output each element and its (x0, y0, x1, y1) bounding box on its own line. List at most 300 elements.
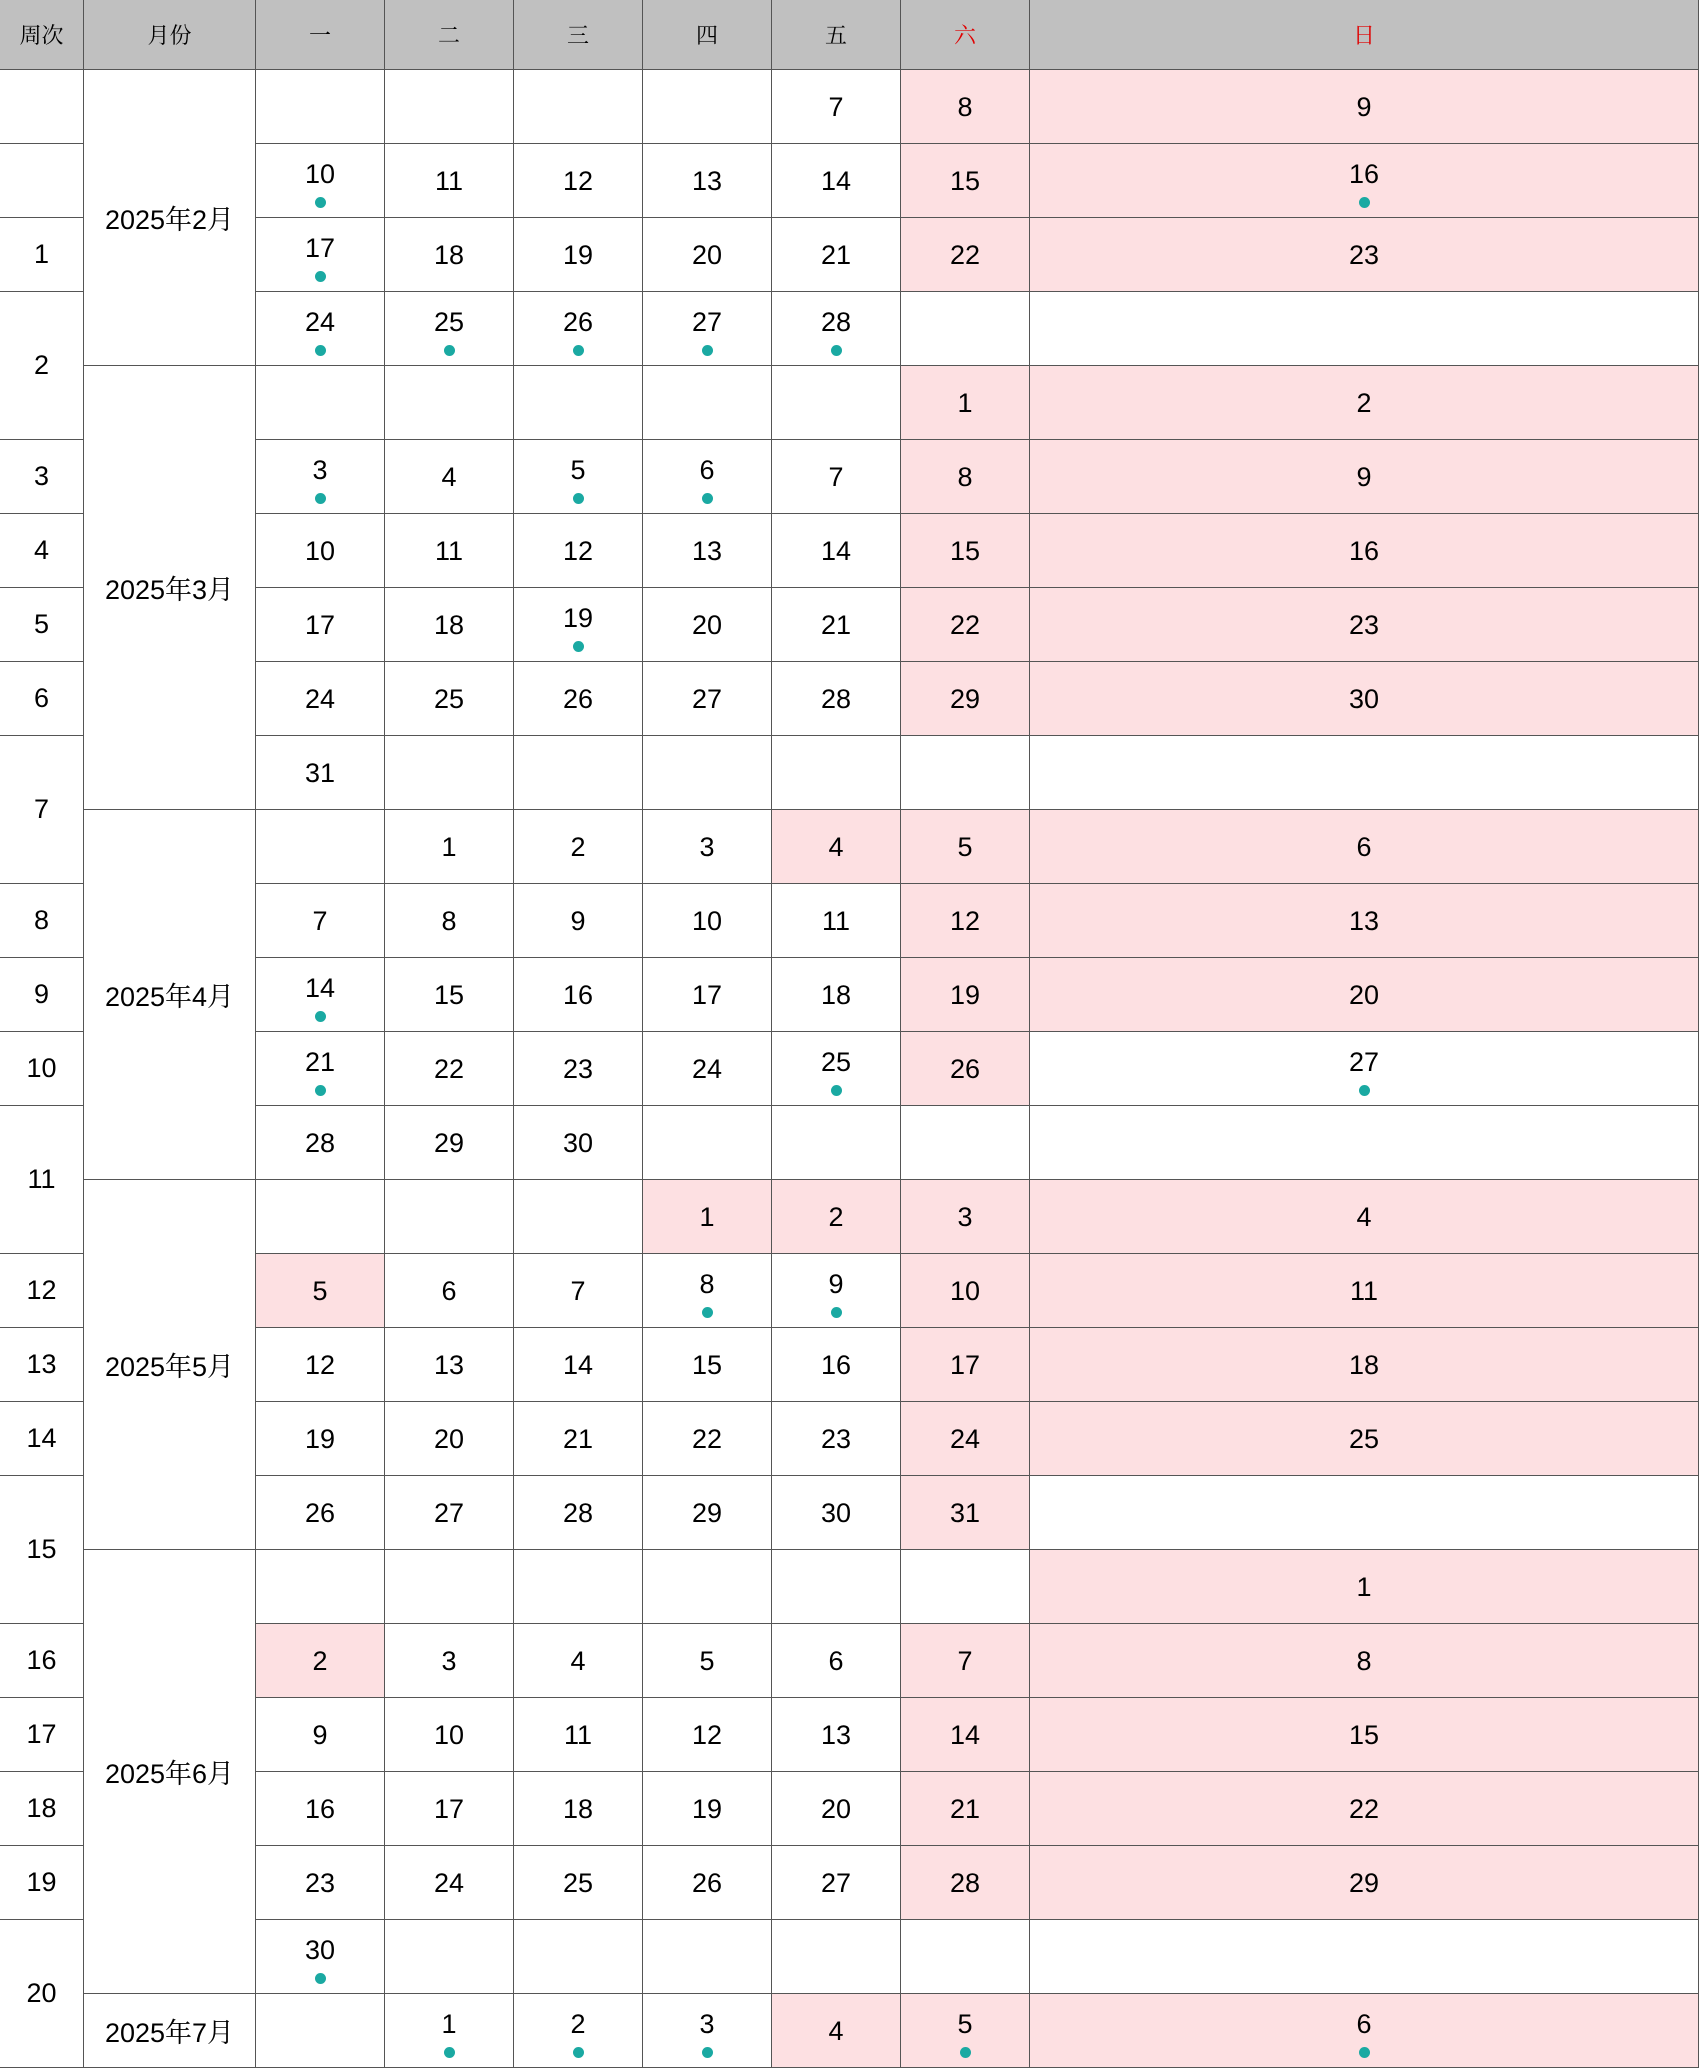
day-number: 16 (820, 1349, 852, 1380)
week-cell (0, 662, 84, 736)
day-cell-holiday (1030, 588, 1699, 662)
event-dot-icon (444, 345, 455, 356)
day-cell (643, 884, 772, 958)
day-cell-holiday (1030, 144, 1699, 218)
day-cell (643, 662, 772, 736)
day-cell (256, 1032, 385, 1106)
week-cell (0, 1846, 84, 1920)
day-cell (385, 884, 514, 958)
day-cell (772, 958, 901, 1032)
day-number: 13 (1348, 905, 1380, 936)
day-number: 27 (1348, 1047, 1380, 1077)
day-cell-holiday (901, 1476, 1030, 1550)
day-cell (643, 70, 772, 144)
day-number: 20 (433, 1423, 465, 1454)
day-cell (385, 1180, 514, 1254)
day-number: 5 (570, 455, 586, 485)
day-cell (514, 884, 643, 958)
day-number: 7 (828, 91, 844, 122)
day-number: 15 (949, 165, 981, 196)
day-cell (256, 958, 385, 1032)
header-day-label: 六 (953, 23, 976, 48)
day-cell (385, 1920, 514, 1994)
day-number: 25 (562, 1867, 594, 1898)
day-number: 12 (562, 535, 594, 566)
day-cell (772, 292, 901, 366)
day-cell-holiday (1030, 810, 1699, 884)
day-number: 27 (820, 1867, 852, 1898)
week-number: 17 (26, 1719, 57, 1749)
day-number: 16 (304, 1793, 336, 1824)
day-cell (514, 736, 643, 810)
day-number: 2 (312, 1645, 328, 1676)
header-day-fri (772, 0, 901, 70)
day-cell (514, 588, 643, 662)
day-cell (772, 662, 901, 736)
day-cell-holiday (1030, 366, 1699, 440)
header-day-thu (643, 0, 772, 70)
day-cell (643, 514, 772, 588)
day-cell (514, 1846, 643, 1920)
day-cell (256, 218, 385, 292)
day-number: 30 (562, 1127, 594, 1158)
day-cell (772, 1920, 901, 1994)
header-day-sat (901, 0, 1030, 70)
day-number: 29 (949, 683, 981, 714)
day-cell (643, 1106, 772, 1180)
day-cell (643, 366, 772, 440)
day-cell (385, 1032, 514, 1106)
day-number: 10 (433, 1719, 465, 1750)
event-dot-icon (573, 345, 584, 356)
day-number: 4 (1356, 1201, 1372, 1232)
day-number: 21 (820, 609, 852, 640)
day-number: 4 (828, 2015, 844, 2046)
month-label: 2025年7月 (104, 2018, 235, 2048)
day-cell (514, 1032, 643, 1106)
day-cell (1030, 1106, 1699, 1180)
day-cell (256, 1180, 385, 1254)
day-cell (514, 1994, 643, 2068)
day-number: 11 (434, 165, 464, 196)
month-label: 2025年2月 (104, 205, 235, 235)
day-number: 17 (304, 609, 336, 640)
event-dot-icon (702, 1307, 713, 1318)
week-number: 14 (26, 1423, 57, 1453)
day-number: 29 (433, 1127, 465, 1158)
day-cell (385, 70, 514, 144)
day-cell (514, 218, 643, 292)
day-number: 30 (1348, 683, 1380, 714)
day-cell (901, 292, 1030, 366)
day-cell (772, 218, 901, 292)
event-dot-icon (831, 345, 842, 356)
day-number: 15 (691, 1349, 723, 1380)
day-number: 25 (1348, 1423, 1380, 1454)
day-number: 6 (1356, 2009, 1372, 2039)
day-number: 28 (304, 1127, 336, 1158)
day-cell (643, 1032, 772, 1106)
day-number: 2 (570, 2009, 586, 2039)
day-number: 24 (433, 1867, 465, 1898)
day-cell (772, 1328, 901, 1402)
day-cell (643, 144, 772, 218)
day-cell (385, 1698, 514, 1772)
day-number: 23 (562, 1053, 594, 1084)
header-day-label: 一 (308, 23, 331, 48)
day-cell (643, 292, 772, 366)
week-number: 13 (26, 1349, 57, 1379)
day-cell-holiday (1030, 1994, 1699, 2068)
day-cell (256, 1994, 385, 2068)
day-number: 5 (312, 1275, 328, 1306)
month-label: 2025年6月 (104, 1759, 235, 1789)
day-cell (514, 1328, 643, 1402)
day-number: 3 (957, 1201, 973, 1232)
week-number: 10 (26, 1053, 57, 1083)
day-cell-holiday (901, 440, 1030, 514)
day-number: 23 (1348, 609, 1380, 640)
week-number: 20 (26, 1978, 57, 2008)
day-number: 23 (1348, 239, 1380, 270)
day-cell (643, 736, 772, 810)
day-cell (256, 1920, 385, 1994)
week-number: 7 (33, 794, 50, 824)
day-cell (643, 1624, 772, 1698)
day-cell (772, 514, 901, 588)
day-cell (901, 1106, 1030, 1180)
day-cell (772, 70, 901, 144)
week-cell (0, 958, 84, 1032)
header-day-label: 二 (437, 23, 460, 48)
month-cell (84, 810, 256, 1180)
event-dot-icon (315, 1011, 326, 1022)
day-cell (256, 1550, 385, 1624)
day-number: 26 (949, 1053, 981, 1084)
week-cell (0, 1920, 84, 2068)
day-cell (772, 1106, 901, 1180)
day-cell-holiday (901, 1402, 1030, 1476)
event-dot-icon (315, 197, 326, 208)
day-number: 21 (820, 239, 852, 270)
day-cell (385, 1106, 514, 1180)
day-cell (1030, 1476, 1699, 1550)
day-cell (256, 1698, 385, 1772)
day-cell (772, 1032, 901, 1106)
week-cell (0, 1328, 84, 1402)
week-cell (0, 588, 84, 662)
day-cell (256, 144, 385, 218)
day-number: 17 (433, 1793, 465, 1824)
day-number: 3 (699, 2009, 715, 2039)
day-cell (385, 1402, 514, 1476)
day-number: 11 (821, 905, 851, 936)
day-number: 8 (957, 91, 973, 122)
day-number: 22 (691, 1423, 723, 1454)
day-cell (514, 1476, 643, 1550)
day-number: 27 (691, 683, 723, 714)
month-cell (84, 1550, 256, 1994)
day-cell (643, 1402, 772, 1476)
day-number: 14 (304, 973, 336, 1003)
day-cell-holiday (1030, 1550, 1699, 1624)
day-number: 21 (562, 1423, 594, 1454)
event-dot-icon (831, 1307, 842, 1318)
day-number: 8 (441, 905, 457, 936)
day-cell-holiday (1030, 1328, 1699, 1402)
day-cell (514, 514, 643, 588)
day-cell (643, 440, 772, 514)
day-cell (256, 1846, 385, 1920)
day-cell-holiday (772, 810, 901, 884)
day-number: 15 (433, 979, 465, 1010)
week-number: 4 (33, 535, 50, 565)
day-cell-holiday (256, 1254, 385, 1328)
day-cell-holiday (901, 218, 1030, 292)
day-number: 18 (433, 609, 465, 640)
day-number: 14 (949, 1719, 981, 1750)
day-cell-holiday (901, 1032, 1030, 1106)
day-number: 18 (820, 979, 852, 1010)
day-number: 30 (304, 1935, 336, 1965)
week-cell (0, 1698, 84, 1772)
day-number: 12 (562, 165, 594, 196)
day-number: 9 (1356, 461, 1372, 492)
day-cell (1030, 1032, 1699, 1106)
day-number: 28 (820, 307, 852, 337)
day-cell-holiday (1030, 218, 1699, 292)
day-number: 11 (1349, 1275, 1379, 1306)
week-cell (0, 70, 84, 144)
day-number: 28 (562, 1497, 594, 1528)
day-number: 16 (562, 979, 594, 1010)
event-dot-icon (960, 2047, 971, 2058)
day-cell-holiday (1030, 1698, 1699, 1772)
day-number: 15 (1348, 1719, 1380, 1750)
day-number: 18 (1348, 1349, 1380, 1380)
day-cell (514, 1402, 643, 1476)
header-day-label: 三 (566, 23, 589, 48)
day-cell (514, 1772, 643, 1846)
day-cell (772, 144, 901, 218)
day-number: 30 (820, 1497, 852, 1528)
event-dot-icon (831, 1085, 842, 1096)
week-number: 19 (26, 1867, 57, 1897)
day-cell (385, 1846, 514, 1920)
day-cell (385, 810, 514, 884)
day-cell (385, 1254, 514, 1328)
day-cell (385, 366, 514, 440)
day-number: 1 (1356, 1571, 1372, 1602)
month-cell (84, 70, 256, 366)
day-cell-holiday (901, 1846, 1030, 1920)
week-number: 8 (33, 905, 50, 935)
day-cell-holiday (1030, 1180, 1699, 1254)
day-cell (901, 1550, 1030, 1624)
day-cell (772, 1254, 901, 1328)
day-cell (256, 662, 385, 736)
day-number: 26 (562, 683, 594, 714)
event-dot-icon (315, 271, 326, 282)
week-number: 1 (33, 239, 50, 269)
day-cell-holiday (1030, 958, 1699, 1032)
day-cell-holiday (901, 1254, 1030, 1328)
day-cell (643, 1846, 772, 1920)
day-cell (514, 958, 643, 1032)
day-cell-holiday (1030, 1254, 1699, 1328)
week-cell (0, 1106, 84, 1254)
day-number: 12 (304, 1349, 336, 1380)
day-number: 10 (949, 1275, 981, 1306)
day-cell (514, 144, 643, 218)
day-number: 20 (691, 609, 723, 640)
month-cell (84, 1994, 256, 2068)
day-cell (385, 958, 514, 1032)
day-number: 22 (949, 239, 981, 270)
event-dot-icon (702, 493, 713, 504)
day-number: 13 (691, 165, 723, 196)
day-cell (643, 588, 772, 662)
day-cell-holiday (901, 1328, 1030, 1402)
event-dot-icon (702, 2047, 713, 2058)
event-dot-icon (573, 2047, 584, 2058)
day-cell-holiday (901, 1624, 1030, 1698)
day-number: 29 (1348, 1867, 1380, 1898)
day-number: 5 (699, 1645, 715, 1676)
day-cell (385, 144, 514, 218)
day-number: 8 (1356, 1645, 1372, 1676)
day-cell-holiday (1030, 662, 1699, 736)
day-cell (256, 884, 385, 958)
day-cell (514, 1254, 643, 1328)
event-dot-icon (315, 1085, 326, 1096)
day-number: 24 (304, 683, 336, 714)
day-cell-holiday (901, 588, 1030, 662)
month-label: 2025年3月 (104, 575, 235, 605)
day-number: 16 (1348, 535, 1380, 566)
day-cell (643, 1920, 772, 1994)
header-day-sun (1030, 0, 1699, 70)
day-number: 17 (949, 1349, 981, 1380)
week-cell (0, 514, 84, 588)
day-number: 1 (957, 387, 973, 418)
day-cell (643, 1698, 772, 1772)
day-number: 19 (691, 1793, 723, 1824)
day-cell-holiday (1030, 1624, 1699, 1698)
day-cell (256, 440, 385, 514)
day-cell-holiday (772, 1994, 901, 2068)
day-cell (385, 588, 514, 662)
week-number: 18 (26, 1793, 57, 1823)
day-cell (901, 736, 1030, 810)
day-number: 31 (949, 1497, 981, 1528)
day-number: 9 (570, 905, 586, 936)
day-cell (643, 1550, 772, 1624)
day-cell-holiday (901, 514, 1030, 588)
week-number: 15 (26, 1534, 57, 1564)
day-cell (256, 366, 385, 440)
day-number: 24 (949, 1423, 981, 1454)
day-number: 2 (570, 831, 586, 862)
week-number: 16 (26, 1645, 57, 1675)
day-number: 26 (304, 1497, 336, 1528)
day-cell-holiday (1030, 1402, 1699, 1476)
day-number: 17 (304, 233, 336, 263)
day-cell-holiday (901, 144, 1030, 218)
day-number: 4 (441, 461, 457, 492)
day-cell (643, 810, 772, 884)
day-number: 18 (433, 239, 465, 270)
day-cell (385, 736, 514, 810)
day-cell (385, 1550, 514, 1624)
day-number: 28 (949, 1867, 981, 1898)
day-number: 7 (312, 905, 328, 936)
day-number: 3 (312, 455, 328, 485)
day-cell-holiday (1030, 884, 1699, 958)
day-number: 2 (828, 1201, 844, 1232)
event-dot-icon (1359, 2047, 1370, 2058)
week-cell (0, 218, 84, 292)
day-number: 27 (433, 1497, 465, 1528)
event-dot-icon (702, 345, 713, 356)
day-number: 25 (820, 1047, 852, 1077)
day-number: 7 (570, 1275, 586, 1306)
day-number: 31 (304, 757, 336, 788)
week-cell (0, 1254, 84, 1328)
week-cell (0, 440, 84, 514)
day-number: 6 (1356, 831, 1372, 862)
day-number: 1 (441, 831, 457, 862)
day-number: 6 (699, 455, 715, 485)
week-cell (0, 1476, 84, 1624)
day-number: 20 (1348, 979, 1380, 1010)
month-cell (84, 366, 256, 810)
day-number: 13 (820, 1719, 852, 1750)
day-cell (643, 1328, 772, 1402)
day-number: 13 (433, 1349, 465, 1380)
day-number: 23 (304, 1867, 336, 1898)
event-dot-icon (315, 1973, 326, 1984)
day-number: 1 (441, 2009, 457, 2039)
week-number: 9 (33, 979, 50, 1009)
day-cell (772, 884, 901, 958)
week-cell (0, 736, 84, 884)
day-number: 20 (691, 239, 723, 270)
day-cell (772, 588, 901, 662)
event-dot-icon (573, 641, 584, 652)
day-cell-holiday (1030, 70, 1699, 144)
day-cell (643, 1476, 772, 1550)
week-number: 3 (33, 461, 50, 491)
header-week (0, 0, 84, 70)
header-day-mon (256, 0, 385, 70)
day-cell (256, 1476, 385, 1550)
month-label: 2025年4月 (104, 982, 235, 1012)
day-cell-holiday (1030, 1846, 1699, 1920)
day-number: 11 (434, 535, 464, 566)
day-number: 10 (691, 905, 723, 936)
day-cell (514, 662, 643, 736)
day-number: 12 (949, 905, 981, 936)
day-cell (772, 1846, 901, 1920)
week-cell (0, 1032, 84, 1106)
day-cell (385, 440, 514, 514)
day-cell-holiday (901, 958, 1030, 1032)
day-cell (385, 1476, 514, 1550)
day-number: 17 (691, 979, 723, 1010)
day-number: 8 (699, 1269, 715, 1299)
day-number: 14 (562, 1349, 594, 1380)
